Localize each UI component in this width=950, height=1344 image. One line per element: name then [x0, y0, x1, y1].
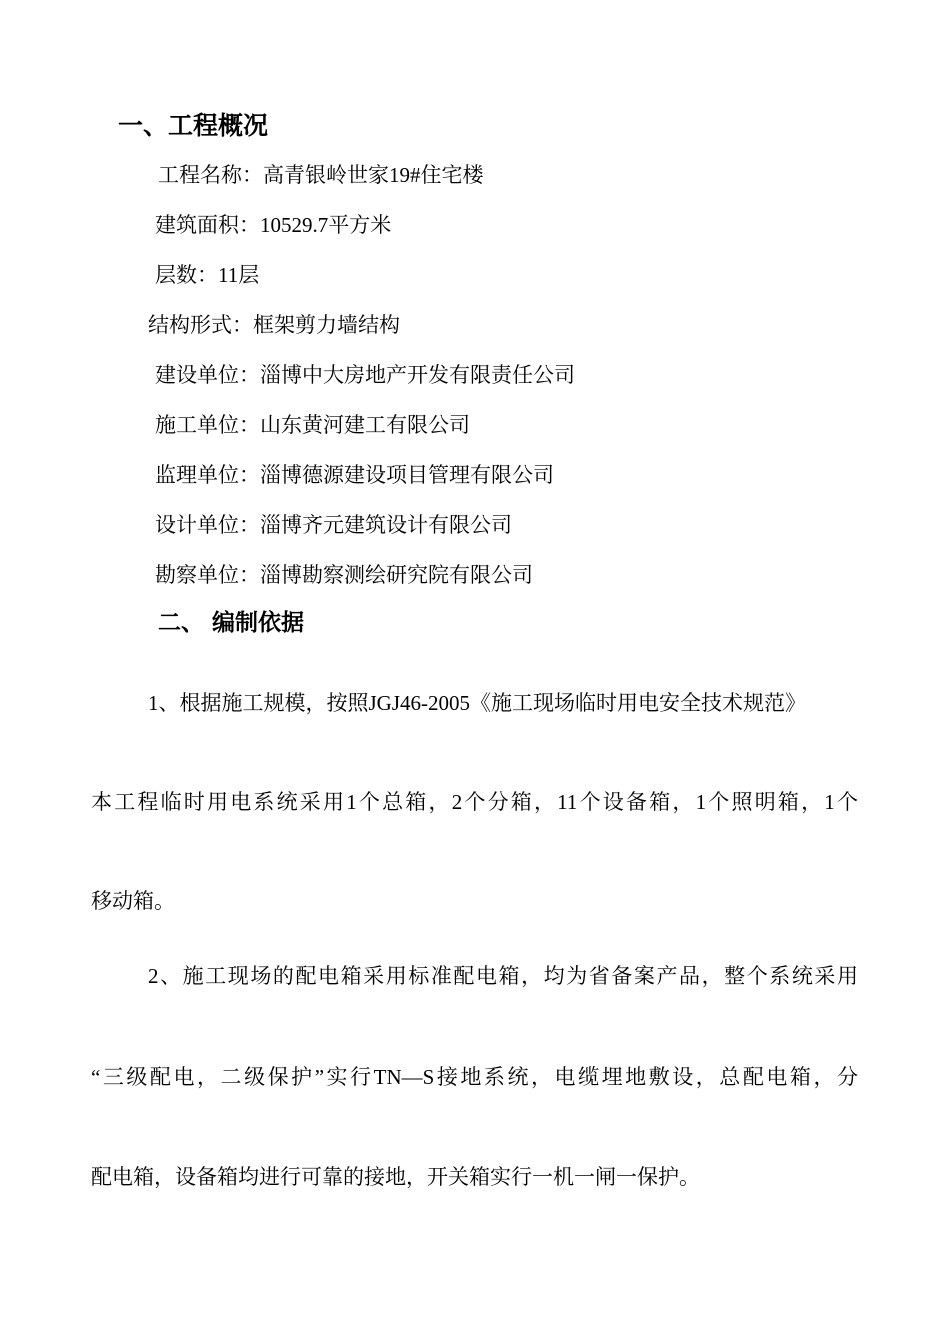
paragraph-2-line-1: 2、施工现场的配电箱采用标准配电箱，均为省备案产品，整个系统采用	[148, 964, 858, 988]
paragraph-1-line-1: 1、根据施工规模，按照JGJ46-2005《施工现场临时用电安全技术规范》	[148, 691, 807, 715]
paragraph-2-line-2: “三级配电，二级保护”实行TN—S接地系统，电缆埋地敷设，总配电箱，分	[91, 1065, 858, 1089]
paragraph-2-line-3: 配电箱，设备箱均进行可靠的接地，开关箱实行一机一闸一保护。	[91, 1165, 700, 1189]
paragraph-1-line-2: 本工程临时用电系统采用1个总箱，2个分箱，11个设备箱，1个照明箱，1个	[91, 790, 858, 814]
info-project-name: 工程名称：高青银岭世家19#住宅楼	[158, 163, 484, 187]
info-surveyor: 勘察单位：淄博勘察测绘研究院有限公司	[155, 563, 533, 587]
info-building-area: 建筑面积：10529.7平方米	[155, 213, 392, 237]
info-developer: 建设单位：淄博中大房地产开发有限责任公司	[155, 363, 575, 387]
info-floors: 层数：11层	[155, 263, 260, 287]
paragraph-1-line-3: 移动箱。	[91, 889, 175, 913]
info-designer: 设计单位：淄博齐元建筑设计有限公司	[155, 513, 512, 537]
info-contractor: 施工单位：山东黄河建工有限公司	[155, 413, 470, 437]
section-heading-basis: 二、 编制依据	[158, 610, 305, 636]
section-heading-overview: 一、工程概况	[118, 111, 269, 140]
info-structure-type: 结构形式：框架剪力墙结构	[148, 313, 400, 337]
info-supervisor: 监理单位：淄博德源建设项目管理有限公司	[155, 463, 554, 487]
